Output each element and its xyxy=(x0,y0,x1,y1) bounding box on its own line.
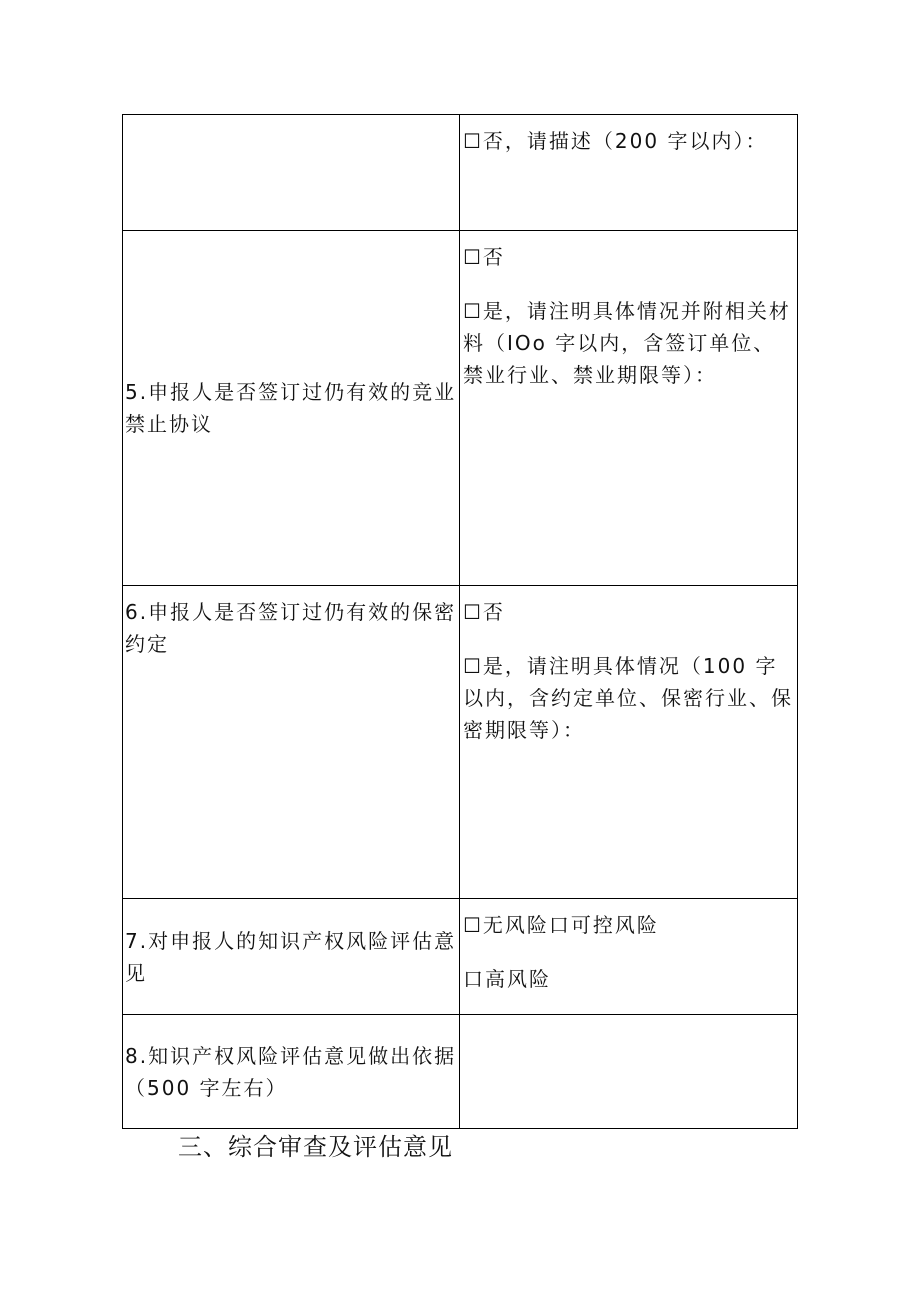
basis-input-cell[interactable] xyxy=(460,1015,798,1129)
row-label-confidentiality: 6.申报人是否签订过仍有效的保密约定 xyxy=(123,586,460,899)
row-label-non-compete: 5.申报人是否签订过仍有效的竞业禁止协议 xyxy=(123,231,460,586)
checkbox-option-high-risk[interactable]: 口高风险 xyxy=(463,967,551,991)
checkbox-option-yes-details[interactable]: ☐是，请注明具体情况（100 字以内，含约定单位、保密行业、保密期限等）： xyxy=(463,654,793,742)
table-row xyxy=(123,115,798,231)
table-row xyxy=(123,586,798,899)
row-label-ip-risk-opinion: 7.对申报人的知识产权风险评估意见 xyxy=(123,899,460,1015)
options-cell xyxy=(460,586,798,899)
checkbox-option-no[interactable]: ☐否 xyxy=(463,245,505,269)
checkbox-option-no-describe[interactable]: ☐否，请描述（200 字以内）： xyxy=(463,129,768,153)
table-row xyxy=(123,1015,798,1129)
table-row xyxy=(123,231,798,586)
checkbox-option-yes-details[interactable]: ☐是，请注明具体情况并附相关材料（IOo 字以内，含签订单位、禁业行业、禁业期限等）： xyxy=(463,299,791,387)
checkbox-option-no-risk-controllable[interactable]: ☐无风险口可控风险 xyxy=(463,913,659,937)
row-label-empty xyxy=(123,115,460,231)
options-cell xyxy=(460,899,798,1015)
table-row xyxy=(123,899,798,1015)
assessment-form-table xyxy=(122,114,798,1129)
options-cell xyxy=(460,231,798,586)
row-label-ip-risk-basis: 8.知识产权风险评估意见做出依据（500 字左右） xyxy=(123,1015,460,1129)
section-heading: 三、综合审查及评估意见 xyxy=(178,1133,453,1161)
options-cell xyxy=(460,115,798,231)
checkbox-option-no[interactable]: ☐否 xyxy=(463,600,505,624)
